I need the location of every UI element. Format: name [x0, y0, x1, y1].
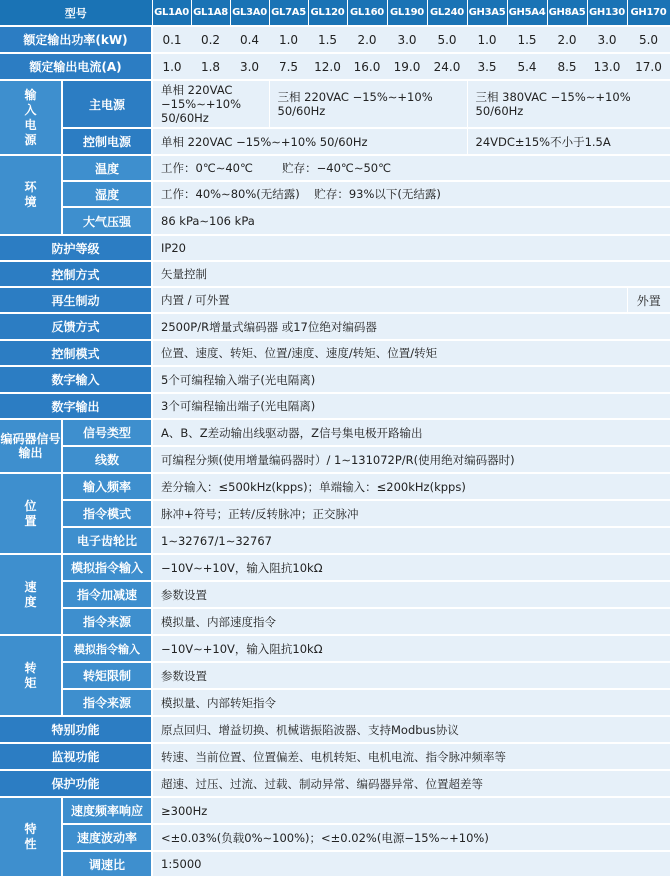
model-header: GL240	[427, 0, 467, 26]
torque-source-row	[0, 689, 670, 716]
signal-type-value: A、B、Z差动输出线驱动器，Z信号集电极开路输出	[152, 419, 670, 446]
input-frequency-label: 输入频率	[62, 473, 152, 500]
torque-limit-value: 参数设置	[152, 662, 670, 689]
lines-row	[0, 446, 670, 473]
torque-analog-label: 模拟指令输入	[62, 635, 152, 662]
monitor-function-label: 监视功能	[0, 743, 152, 770]
protection-level-row	[0, 235, 670, 261]
feedback-value: 2500P/R增量式编码器 或17位绝对编码器	[152, 313, 670, 340]
humidity-label: 湿度	[62, 181, 152, 207]
rated-current-value: 3.0	[230, 53, 269, 80]
gear-ratio-value: 1∼32767/1∼32767	[152, 527, 670, 554]
main-power-label: 主电源	[62, 80, 152, 128]
rated-current-value: 13.0	[587, 53, 627, 80]
torque-analog-value: −10V∼+10V，输入阻抗10kΩ	[152, 635, 670, 662]
main-power-three-phase-220: 三相 220VAC −15%∼+10% 50/60Hz	[269, 80, 467, 128]
protect-function-value: 超速、过压、过流、过载、制动异常、编码器异常、位置超差等	[152, 770, 670, 797]
rated-power-value: 5.0	[427, 26, 467, 53]
speed-accel-label: 指令加减速	[62, 581, 152, 608]
special-function-row	[0, 716, 670, 743]
command-mode-value: 脉冲+符号；正转/反转脉冲；正交脉冲	[152, 500, 670, 527]
freq-response-label: 速度频率响应	[62, 797, 152, 824]
model-header: GL1A8	[191, 0, 230, 26]
lines-label: 线数	[62, 446, 152, 473]
model-header-label: 型号	[0, 0, 152, 26]
rated-current-row	[0, 53, 670, 80]
rated-power-value: 1.5	[507, 26, 547, 53]
environment-category: 环境	[0, 155, 62, 235]
rated-power-value: 0.2	[191, 26, 230, 53]
digital-output-label: 数字输出	[0, 393, 152, 419]
control-method-row	[0, 261, 670, 287]
speed-source-value: 模拟量、内部速度指令	[152, 608, 670, 635]
main-power-row	[0, 80, 670, 128]
rated-current-value: 1.8	[191, 53, 230, 80]
rated-current-label: 额定输出电流(A)	[0, 53, 152, 80]
rated-current-value: 7.5	[269, 53, 308, 80]
characteristics-category: 特性	[0, 797, 62, 877]
encoder-output-category: 编码器信号输出	[0, 419, 62, 473]
speed-accel-value: 参数设置	[152, 581, 670, 608]
feedback-label: 反馈方式	[0, 313, 152, 340]
rated-power-value: 0.4	[230, 26, 269, 53]
regen-brake-external: 外置	[627, 287, 670, 313]
model-header: GL190	[387, 0, 427, 26]
digital-output-value: 3个可编程输出端子(光电隔离)	[152, 393, 670, 419]
rated-current-value: 17.0	[627, 53, 670, 80]
command-mode-label: 指令模式	[62, 500, 152, 527]
rated-current-value: 19.0	[387, 53, 427, 80]
pressure-row	[0, 207, 670, 235]
gear-ratio-label: 电子齿轮比	[62, 527, 152, 554]
rated-power-value: 0.1	[152, 26, 191, 53]
temperature-value: 工作：0℃∼40℃ 贮存：−40℃∼50℃	[152, 155, 670, 181]
header-row	[0, 0, 670, 26]
model-header: GL120	[308, 0, 347, 26]
protect-function-row	[0, 770, 670, 797]
model-header: GH170	[627, 0, 670, 26]
temperature-label: 温度	[62, 155, 152, 181]
speed-ratio-value: 1:5000	[152, 851, 670, 877]
ripple-value: <±0.03%(负载0%∼100%)；<±0.02%(电源−15%∼+10%)	[152, 824, 670, 851]
regen-brake-value: 内置 / 可外置	[152, 287, 627, 313]
pressure-label: 大气压强	[62, 207, 152, 235]
torque-limit-label: 转矩限制	[62, 662, 152, 689]
lines-value: 可编程分频(使用增量编码器时）/ 1∼131072P/R(使用绝对编码器时)	[152, 446, 670, 473]
rated-power-value: 1.0	[269, 26, 308, 53]
rated-current-value: 8.5	[547, 53, 587, 80]
protection-level-label: 防护等级	[0, 235, 152, 261]
control-power-label: 控制电源	[62, 128, 152, 155]
regen-brake-label: 再生制动	[0, 287, 152, 313]
freq-response-value: ≥300Hz	[152, 797, 670, 824]
position-category: 位置	[0, 473, 62, 554]
special-function-value: 原点回归、增益切换、机械谐振陷波器、支持Modbus协议	[152, 716, 670, 743]
control-method-label: 控制方式	[0, 261, 152, 287]
protect-function-label: 保护功能	[0, 770, 152, 797]
speed-category: 速度	[0, 554, 62, 635]
speed-analog-label: 模拟指令输入	[62, 554, 152, 581]
torque-limit-row	[0, 662, 670, 689]
digital-input-row	[0, 366, 670, 393]
digital-input-value: 5个可编程输入端子(光电隔离)	[152, 366, 670, 393]
control-modes-row	[0, 340, 670, 366]
input-frequency-row	[0, 473, 670, 500]
speed-source-label: 指令来源	[62, 608, 152, 635]
rated-current-value: 16.0	[347, 53, 387, 80]
torque-source-value: 模拟量、内部转矩指令	[152, 689, 670, 716]
model-header: GH130	[587, 0, 627, 26]
digital-output-row	[0, 393, 670, 419]
gear-ratio-row	[0, 527, 670, 554]
model-header: GH8A5	[547, 0, 587, 26]
rated-power-value: 2.0	[347, 26, 387, 53]
torque-analog-row	[0, 635, 670, 662]
rated-current-value: 3.5	[467, 53, 507, 80]
humidity-value: 工作：40%∼80%(无结露) 贮存：93%以下(无结露)	[152, 181, 670, 207]
input-frequency-value: 差分输入：≤500kHz(kpps)；单端输入：≤200kHz(kpps)	[152, 473, 670, 500]
digital-input-label: 数字输入	[0, 366, 152, 393]
rated-power-label: 额定输出功率(kW)	[0, 26, 152, 53]
monitor-function-row	[0, 743, 670, 770]
speed-accel-row	[0, 581, 670, 608]
rated-power-value: 3.0	[587, 26, 627, 53]
speed-ratio-row	[0, 851, 670, 877]
speed-source-row	[0, 608, 670, 635]
control-modes-label: 控制模式	[0, 340, 152, 366]
speed-analog-value: −10V∼+10V，输入阻抗10kΩ	[152, 554, 670, 581]
input-power-category: 输入电源	[0, 80, 62, 155]
model-header: GL160	[347, 0, 387, 26]
model-header: GL3A0	[230, 0, 269, 26]
torque-source-label: 指令来源	[62, 689, 152, 716]
main-power-single-phase: 单相 220VAC −15%∼+10% 50/60Hz	[152, 80, 269, 128]
feedback-row	[0, 313, 670, 340]
special-function-label: 特别功能	[0, 716, 152, 743]
control-modes-value: 位置、速度、转矩、位置/速度、速度/转矩、位置/转矩	[152, 340, 670, 366]
temperature-row	[0, 155, 670, 181]
rated-power-row	[0, 26, 670, 53]
control-power-ac: 单相 220VAC −15%∼+10% 50/60Hz	[152, 128, 467, 155]
pressure-value: 86 kPa∼106 kPa	[152, 207, 670, 235]
model-header: GL1A0	[152, 0, 191, 26]
signal-type-label: 信号类型	[62, 419, 152, 446]
model-header: GH3A5	[467, 0, 507, 26]
rated-current-value: 1.0	[152, 53, 191, 80]
control-power-dc: 24VDC±15%不小于1.5A	[467, 128, 670, 155]
model-header: GH5A4	[507, 0, 547, 26]
regen-brake-row	[0, 287, 670, 313]
freq-response-row	[0, 797, 670, 824]
rated-power-value: 5.0	[627, 26, 670, 53]
speed-analog-row	[0, 554, 670, 581]
main-power-three-phase-380: 三相 380VAC −15%∼+10% 50/60Hz	[467, 80, 670, 128]
monitor-function-value: 转速、当前位置、位置偏差、电机转矩、电机电流、指令脉冲频率等	[152, 743, 670, 770]
speed-ratio-label: 调速比	[62, 851, 152, 877]
torque-category: 转矩	[0, 635, 62, 716]
rated-power-value: 1.5	[308, 26, 347, 53]
rated-power-value: 1.0	[467, 26, 507, 53]
command-mode-row	[0, 500, 670, 527]
ripple-row	[0, 824, 670, 851]
ripple-label: 速度波动率	[62, 824, 152, 851]
control-method-value: 矢量控制	[152, 261, 670, 287]
humidity-row	[0, 181, 670, 207]
model-header: GL7A5	[269, 0, 308, 26]
protection-level-value: IP20	[152, 235, 670, 261]
signal-type-row	[0, 419, 670, 446]
control-power-row	[0, 128, 670, 155]
rated-current-value: 12.0	[308, 53, 347, 80]
rated-current-value: 24.0	[427, 53, 467, 80]
rated-current-value: 5.4	[507, 53, 547, 80]
rated-power-value: 3.0	[387, 26, 427, 53]
rated-power-value: 2.0	[547, 26, 587, 53]
